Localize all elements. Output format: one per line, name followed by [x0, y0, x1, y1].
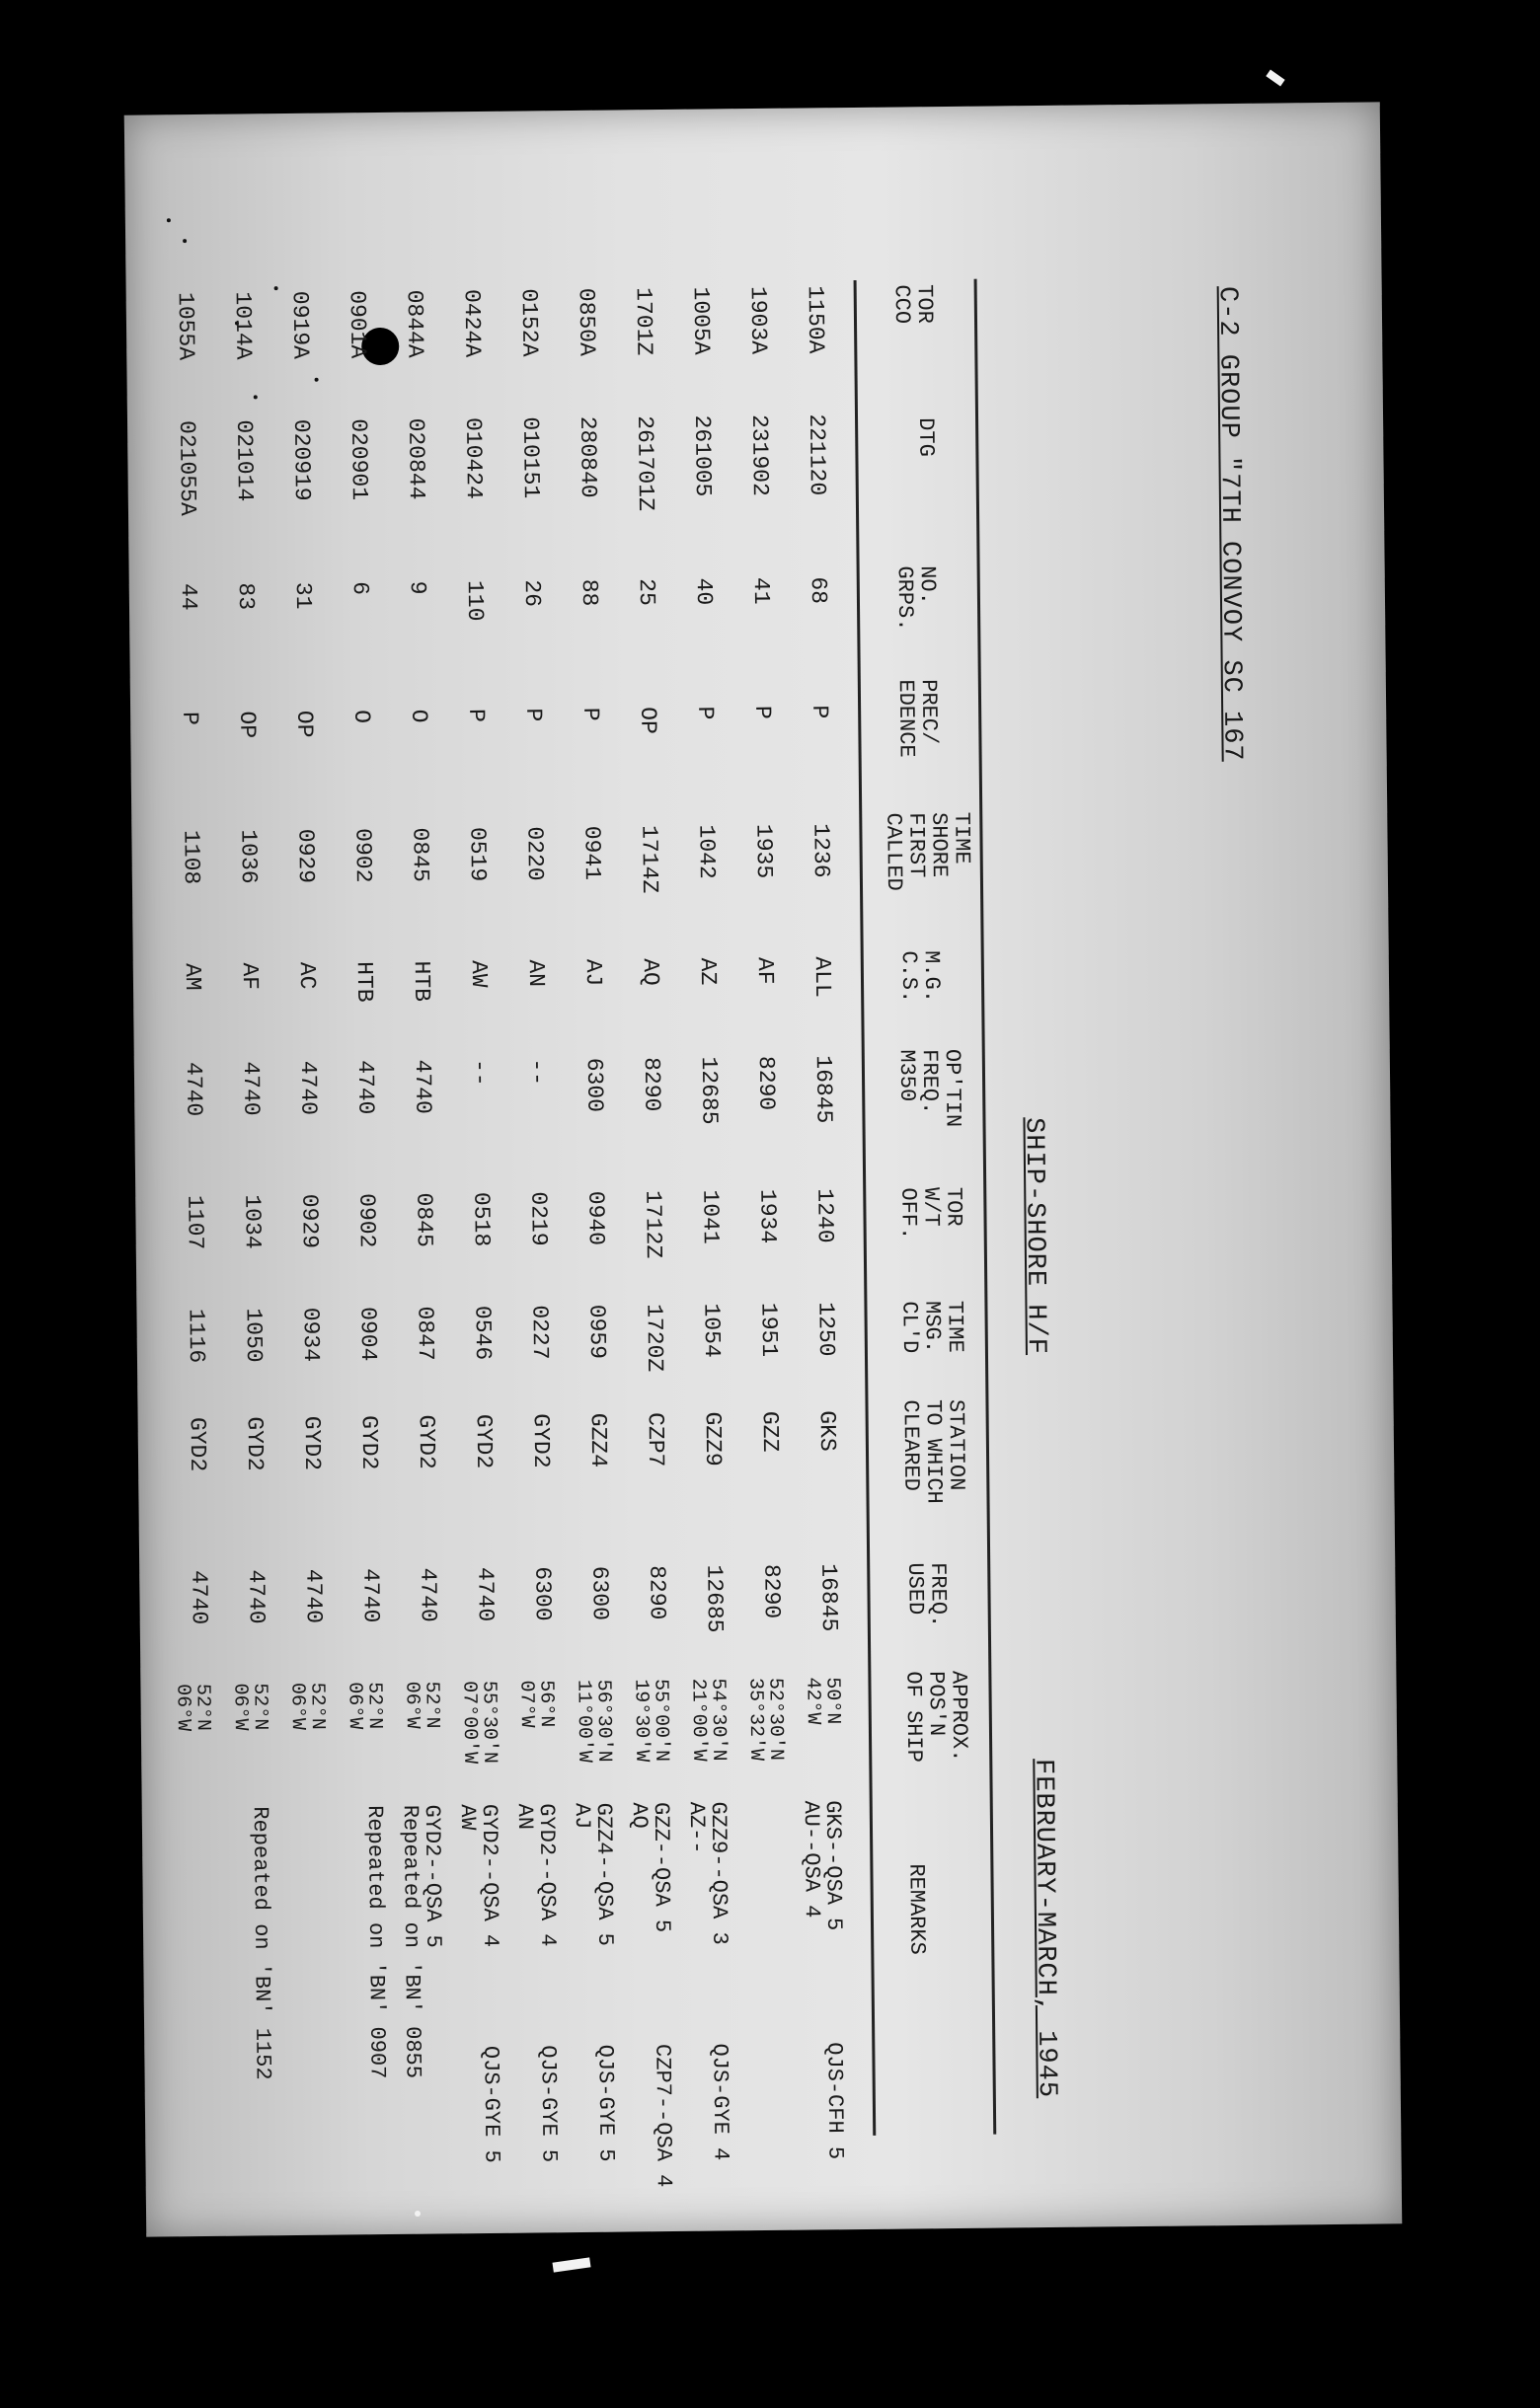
first-called-cell: 1935	[750, 823, 777, 879]
tor-cell: 0152A	[515, 288, 543, 357]
msg-cleared-cell: 0546	[469, 1305, 497, 1361]
station-cell: GYD2	[355, 1415, 383, 1470]
first-called-cell: 0941	[578, 825, 605, 881]
dtg-cell: 221120	[803, 414, 830, 496]
freq-used-cell: 4740	[357, 1568, 384, 1623]
tor-cell: 1701Z	[630, 287, 657, 356]
precedence-cell: OP	[635, 707, 661, 734]
position-cell: 56°30'N 11°00'W	[572, 1679, 616, 1764]
msg-cleared-cell: 1720Z	[641, 1304, 668, 1373]
tor-cell: 0850A	[573, 287, 600, 356]
msg-cleared-cell: 1054	[698, 1303, 725, 1358]
precedence-cell: P	[177, 711, 203, 726]
remarks-extra-cell: QJS-CFH 5	[821, 2042, 848, 2160]
groups-cell: 26	[518, 579, 546, 608]
dtg-cell: 261005	[688, 414, 716, 497]
position-cell: 52°30'N 35°32'W	[743, 1677, 788, 1762]
tor-cell: 1055A	[172, 291, 199, 361]
precedence-cell: OP	[234, 711, 261, 739]
remarks-extra-cell: CZP7--QSA 4	[650, 2043, 676, 2188]
precedence-cell: P	[520, 708, 547, 722]
dtg-cell: 020901	[346, 418, 372, 501]
mgcs-cell: AC	[293, 961, 321, 990]
first-called-cell: 1036	[235, 829, 262, 884]
dtg-cell: 010151	[517, 416, 544, 499]
dtg-cell: 261701Z	[631, 415, 659, 511]
dtg-cell: 021055A	[174, 419, 201, 516]
column-header-groups: NO. GRPS.	[891, 565, 941, 632]
mgcs-cell: AQ	[637, 958, 664, 986]
groups-cell: 110	[461, 579, 489, 622]
dtg-cell: 280840	[574, 415, 601, 498]
optin-freq-cell: 4740	[180, 1061, 207, 1117]
tor-cell: 0844A	[401, 289, 428, 358]
mgcs-cell: HTB	[350, 961, 378, 1003]
freq-used-cell: 12685	[701, 1564, 728, 1633]
msg-cleared-cell: 1951	[755, 1302, 782, 1358]
first-called-cell: 1236	[808, 823, 834, 878]
first-called-cell: 0929	[292, 828, 319, 884]
mgcs-cell: ALL	[808, 956, 836, 998]
mgcs-cell: AF	[751, 956, 779, 985]
position-cell: 55°00'N 19°30'W	[629, 1678, 673, 1763]
wt-off-cell: 0940	[582, 1190, 609, 1246]
wt-off-cell: 0219	[525, 1191, 552, 1246]
optin-freq-cell: 6300	[580, 1057, 608, 1113]
station-cell: GYD2	[298, 1415, 326, 1471]
log-table-body	[171, 132, 848, 2205]
dtg-cell: 010424	[460, 416, 487, 499]
date-range-title: FEBRUARY-MARCH, 1945	[1028, 1758, 1061, 2099]
groups-cell: 41	[747, 576, 775, 605]
wt-off-cell: 1034	[239, 1194, 266, 1249]
groups-cell: 83	[232, 582, 260, 611]
precedence-cell: O	[406, 709, 432, 723]
mgcs-cell: AZ	[694, 957, 722, 986]
optin-freq-cell: --	[523, 1058, 551, 1087]
tor-cell: 1903A	[744, 285, 772, 355]
scan-artifact	[552, 2257, 590, 2272]
tor-cell: 0901A	[344, 290, 371, 359]
freq-used-cell: 8290	[644, 1565, 670, 1620]
optin-freq-cell: --	[466, 1058, 494, 1087]
column-header-remarks: REMARKS	[903, 1863, 930, 1955]
remarks-cell: Repeated on 'BN' 1152	[247, 1806, 275, 2080]
mgcs-cell: HTB	[408, 960, 435, 1003]
mgcs-cell: AN	[522, 959, 550, 988]
sheet-title: SHIP-SHORE H/F	[1018, 1116, 1050, 1356]
optin-freq-cell: 4740	[294, 1060, 322, 1116]
groups-cell: 9	[404, 580, 430, 595]
station-cell: GYD2	[184, 1416, 211, 1472]
msg-cleared-cell: 0934	[297, 1307, 325, 1363]
first-called-cell: 0220	[521, 826, 548, 881]
freq-used-cell: 4740	[472, 1566, 499, 1622]
station-cell: GKS	[813, 1410, 840, 1452]
remarks-cell: GZZ9--QSA 3 AZ--	[683, 1801, 732, 1945]
remarks-cell: GZZ--QSA 5 AQ	[626, 1801, 675, 1933]
position-cell: 50°N 42°W	[801, 1677, 844, 1725]
tor-cell: 0424A	[458, 288, 486, 358]
wt-off-cell: 1041	[697, 1189, 724, 1244]
freq-used-cell: 4740	[300, 1568, 327, 1624]
column-header-tor: TOR CCO	[888, 284, 938, 325]
msg-cleared-cell: 0959	[583, 1304, 611, 1360]
groups-cell: 44	[175, 582, 202, 611]
document-page	[124, 102, 1402, 2236]
mgcs-cell: AF	[236, 962, 264, 991]
station-cell: GYD2	[470, 1413, 498, 1469]
freq-used-cell: 6300	[529, 1566, 556, 1621]
optin-freq-cell: 8290	[752, 1055, 780, 1111]
optin-freq-cell: 8290	[638, 1057, 665, 1112]
column-header-mgcs: M.G. C.S.	[895, 950, 945, 1004]
wt-off-cell: 1934	[754, 1188, 781, 1244]
dtg-cell: 020919	[288, 418, 315, 501]
position-cell: 52°N 06°W	[400, 1681, 443, 1729]
wt-off-cell: 1240	[811, 1188, 838, 1243]
first-called-cell: 0902	[349, 828, 376, 883]
position-cell: 55°30'N 07°00'W	[457, 1680, 501, 1765]
precedence-cell: O	[348, 710, 375, 724]
remarks-cell: GYD2--QSA 4 AN	[511, 1803, 561, 1947]
station-cell: GZZ4	[584, 1412, 612, 1468]
tor-cell: 1005A	[687, 286, 715, 355]
position-cell: 54°30'N 21°00'W	[686, 1678, 731, 1762]
freq-used-cell: 4740	[415, 1567, 441, 1622]
msg-cleared-cell: 1116	[183, 1308, 210, 1364]
station-cell: GZZ9	[699, 1411, 727, 1467]
tor-cell: 1150A	[802, 285, 829, 354]
station-cell: GYD2	[241, 1416, 269, 1471]
freq-used-cell: 16845	[815, 1563, 842, 1632]
scan-artifact	[1266, 70, 1284, 87]
optin-freq-cell: 4740	[409, 1059, 436, 1114]
remarks-cell: Repeated on 'BN' 0907	[361, 1805, 390, 2079]
optin-freq-cell: 12685	[695, 1056, 723, 1125]
groups-cell: 31	[289, 581, 317, 610]
freq-used-cell: 6300	[586, 1565, 613, 1621]
column-header-wt-off: TOR W/T OFF.	[895, 1186, 966, 1241]
station-cell: GZZ	[756, 1410, 783, 1453]
wt-off-cell: 1107	[182, 1194, 208, 1250]
station-cell: GYD2	[527, 1413, 555, 1468]
station-cell: GYD2	[413, 1414, 440, 1469]
remarks-extra-cell: QJS-GYE 4	[707, 2043, 733, 2161]
wt-off-cell: 1712Z	[640, 1190, 666, 1259]
tor-cell: 0919A	[286, 290, 314, 360]
rotated-log-sheet	[144, 127, 1380, 2213]
first-called-cell: 1108	[178, 829, 204, 885]
msg-cleared-cell: 1250	[812, 1302, 839, 1357]
first-called-cell: 1714Z	[636, 825, 663, 894]
header-rule-top	[974, 279, 997, 2135]
station-cell: CZP7	[642, 1412, 669, 1467]
remarks-cell: GZZ4--QSA 5 AJ	[569, 1802, 618, 1947]
first-called-cell: 0519	[464, 826, 491, 882]
freq-used-cell: 4740	[243, 1569, 270, 1624]
msg-cleared-cell: 0904	[354, 1307, 382, 1362]
precedence-cell: P	[692, 706, 719, 720]
dtg-cell: 021014	[231, 419, 258, 502]
first-called-cell: 0845	[407, 827, 433, 882]
remarks-extra-cell: QJS-GYE 5	[592, 2044, 619, 2162]
precedence-cell: P	[463, 708, 490, 722]
tor-cell: 1014A	[229, 291, 257, 360]
groups-cell: 88	[576, 578, 603, 607]
precedence-cell: P	[749, 705, 776, 719]
remarks-cell: GKS--QSA 5 AU--QSA 4	[798, 1800, 847, 1931]
scan-artifact	[415, 2211, 421, 2217]
column-header-optin-freq: OP'TIN FREQ. M350	[893, 1048, 965, 1128]
wt-off-cell: 0518	[468, 1191, 495, 1247]
groups-cell: 25	[633, 578, 660, 606]
column-header-msg-cleared: TIME MSG. CL'D	[896, 1300, 967, 1354]
column-header-position: APPROX. POS'N OF SHIP	[900, 1670, 972, 1763]
position-cell: 52°N 06°W	[171, 1683, 214, 1732]
groups-cell: 68	[805, 576, 832, 605]
wt-off-cell: 0929	[296, 1193, 323, 1249]
precedence-cell: P	[807, 705, 833, 719]
column-header-first-called: TIME SHORE FIRST CALLED	[881, 811, 974, 891]
msg-cleared-cell: 0227	[526, 1305, 554, 1360]
position-cell: 56°N 07°W	[514, 1680, 558, 1728]
first-called-cell: 1042	[693, 824, 720, 879]
groups-cell: 6	[346, 581, 373, 596]
position-cell: 52°N 06°W	[285, 1682, 329, 1731]
column-header-dtg: DTG	[913, 417, 939, 457]
column-header-precedence: PREC/ EDENCE	[892, 679, 942, 758]
precedence-cell: OP	[291, 710, 318, 738]
optin-freq-cell: 4740	[237, 1061, 265, 1116]
msg-cleared-cell: 1050	[240, 1308, 268, 1363]
dtg-cell: 020844	[403, 417, 429, 500]
column-header-freq-used: FREQ. USED	[902, 1562, 951, 1628]
remarks-extra-cell: QJS-GYE 5	[478, 2045, 504, 2163]
remarks-cell: GYD2--QSA 5 Repeated on 'BN' 0855	[397, 1804, 446, 2079]
freq-used-cell: 8290	[758, 1563, 785, 1619]
column-header-station: STATION TO WHICH CLEARED	[897, 1398, 969, 1504]
wt-off-cell: 0902	[353, 1193, 380, 1248]
dtg-cell: 231902	[745, 414, 773, 496]
precedence-cell: P	[578, 707, 604, 721]
optin-freq-cell: 16845	[809, 1055, 837, 1124]
position-cell: 52°N 06°W	[343, 1682, 386, 1730]
wt-off-cell: 0845	[411, 1192, 437, 1247]
remarks-cell: GYD2--QSA 4 AW	[454, 1803, 503, 1948]
header-rule-bottom	[854, 280, 877, 2136]
group-title: C-2 GROUP "7TH CONVOY SC 167	[1211, 285, 1247, 762]
msg-cleared-cell: 0847	[412, 1306, 439, 1361]
remarks-extra-cell: QJS-GYE 5	[535, 2045, 562, 2163]
position-cell: 52°N 06°W	[228, 1683, 271, 1731]
groups-cell: 40	[690, 577, 718, 606]
optin-freq-cell: 4740	[351, 1060, 379, 1115]
mgcs-cell: AM	[179, 962, 206, 991]
mgcs-cell: AW	[465, 959, 493, 988]
mgcs-cell: AJ	[579, 958, 607, 987]
freq-used-cell: 4740	[186, 1569, 212, 1625]
